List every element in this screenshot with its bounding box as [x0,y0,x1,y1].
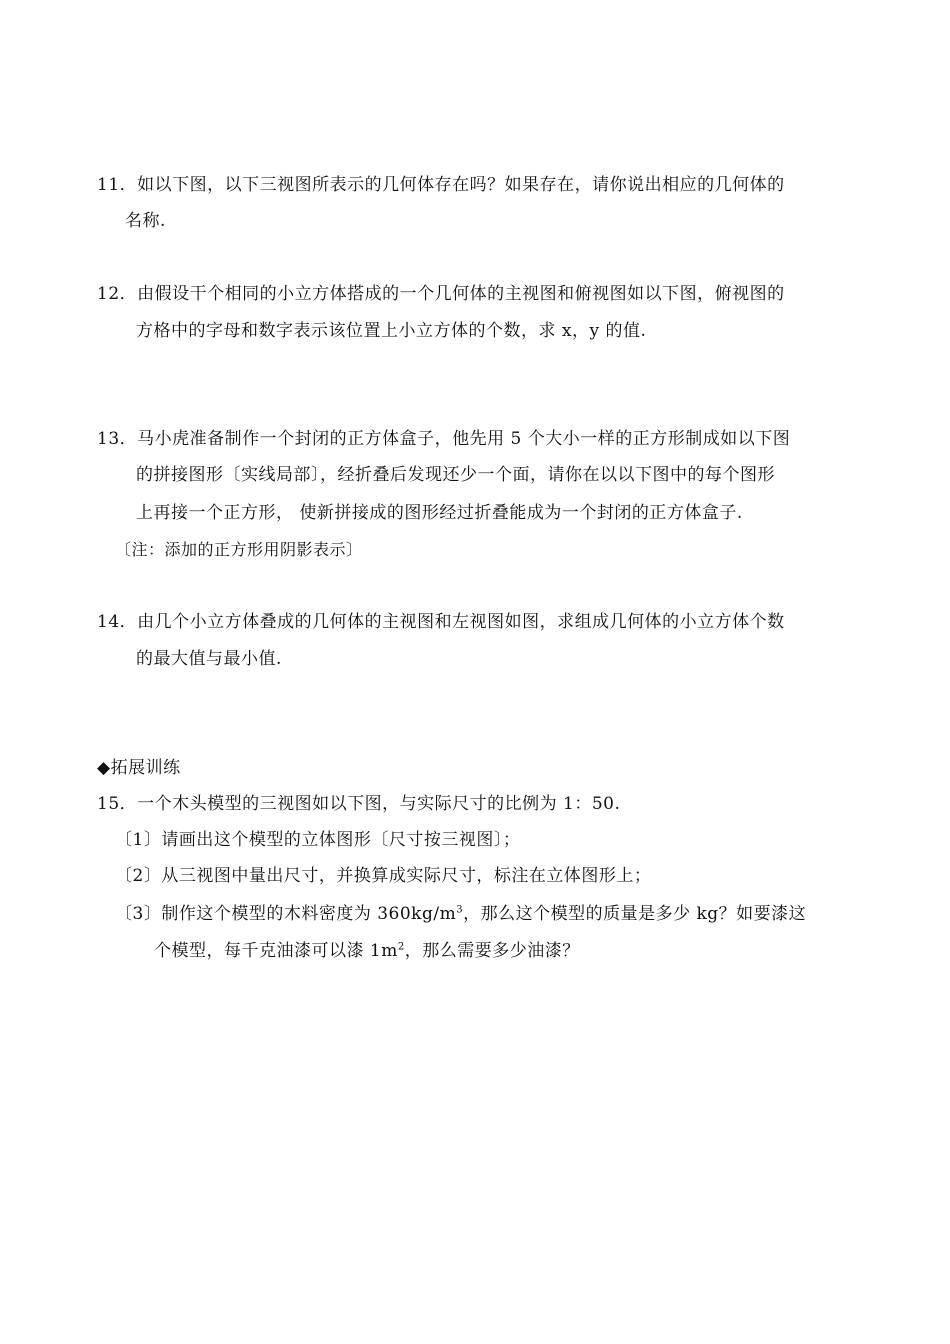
question-11-line-1: 11．如以下图，以下三视图所表示的几何体存在吗？如果存在，请你说出相应的几何体的 [97,175,785,195]
question-14-line-1: 14．由几个小立方体叠成的几何体的主视图和左视图如图，求组成几何体的小立方体个数 [97,612,785,632]
question-14-line-2: 的最大值与最小值. [136,649,282,669]
sub3-text-b: ，那么这个模型的质量是多少 kg？如要漆这 [463,904,807,924]
question-13-line-2: 的拼接图形〔实线局部〕，经折叠后发现还少一个面，请你在以以下图中的每个图形 [136,465,775,485]
question-13-note: 〔注：添加的正方形用阴影表示〕 [115,540,363,559]
sub3-exponent: 3 [456,904,464,916]
question-15-subitem-2: 〔2〕从三视图中量出尺寸，并换算成实际尺寸，标注在立体图形上； [115,866,652,886]
question-15-line-1: 15．一个木头模型的三视图如以下图，与实际尺寸的比例为 1：50. [97,794,621,814]
sub3-line2-text-b: ，那么需要多少油漆？ [404,941,580,961]
question-12-line-2: 方格中的字母和数字表示该位置上小立方体的个数，求 x，y 的值. [136,321,647,341]
question-15-subitem-3-line-1 [115,903,806,925]
sub3-line2-text-a: 个模型，每千克油漆可以漆 1m [154,941,398,961]
question-13-line-1: 13．马小虎准备制作一个封闭的正方体盒子，他先用 5 个大小一样的正方形制成如以下图 [97,429,791,449]
question-15-subitem-3-line-2 [154,940,580,962]
section-title-extension-training: ◆拓展训练 [97,758,181,778]
question-12-line-1: 12．由假设干个相同的小立方体搭成的一个几何体的主视图和俯视图如以下图，俯视图的 [97,284,785,304]
sub3-text-a: 〔3〕制作这个模型的木料密度为 360kg/m [115,904,457,924]
question-11-line-2: 名称. [125,211,166,231]
question-15-subitem-1: 〔1〕请画出这个模型的立体图形〔尺寸按三视图〕； [115,830,521,850]
sub3-line2-exponent: 2 [397,941,405,953]
question-13-line-3: 上再接一个正方形， 使新拼接成的图形经过折叠能成为一个封闭的正方体盒子. [136,503,743,523]
